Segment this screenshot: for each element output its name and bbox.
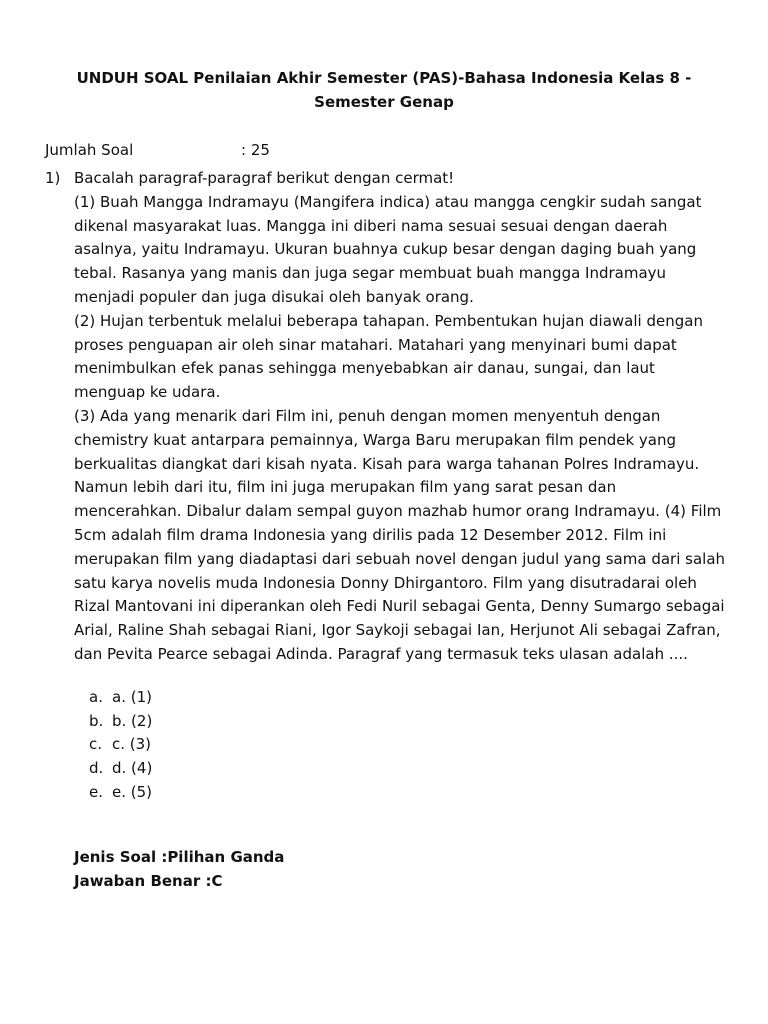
answer-option bbox=[89, 781, 725, 805]
question-body bbox=[74, 167, 725, 667]
question-meta bbox=[74, 846, 284, 893]
option-marker: c. bbox=[89, 735, 103, 754]
answer-option bbox=[89, 710, 725, 734]
answer-option bbox=[89, 733, 725, 757]
question-number: 1) bbox=[45, 169, 61, 187]
answer-option bbox=[89, 686, 725, 710]
answer-option bbox=[89, 757, 725, 781]
option-marker: d. bbox=[89, 759, 104, 778]
question-count-value: : 25 bbox=[241, 141, 270, 159]
question-paragraph-2: (2) Hujan terbentuk melalui beberapa tahapan. Pembentukan hujan diawali dengan proses penguapan air oleh sinar matahari. Matahari yang menyinari bumi dapat menimbulkan efek panas sehingga menyebabkan air danau, sungai, dan laut menguap ke udara. bbox=[74, 311, 703, 402]
question-paragraph-1: (1) Buah Mangga Indramayu (Mangifera indica) atau mangga cengkir sudah sangat dikenal masyarakat luas. Mangga ini diberi nama sesuai sesuai dengan daerah asalnya, yaitu Indramayu. Ukuran buahnya cukup besar dengan daging buah yang tebal. Rasanya yang manis dan juga segar membuat buah mangga Indramayu menjadi populer dan juga disukai oleh banyak orang. bbox=[74, 192, 702, 306]
correct-answer: Jawaban Benar :C bbox=[74, 871, 223, 890]
option-marker: b. bbox=[89, 711, 104, 730]
document-title bbox=[40, 67, 728, 114]
option-marker: e. bbox=[89, 782, 103, 801]
option-text: c. (3) bbox=[112, 735, 152, 754]
question-paragraph-3: (3) Ada yang menarik dari Film ini, penuh dengan momen menyentuh dengan chemistry kuat antarpara pemainnya, Warga Baru merupakan film pendek yang berkualitas diangkat dari kisah nyata. Kisah para warga tahanan Polres Indramayu. Namun lebih dari itu, film ini juga merupakan film yang sarat pesan dan mencerahkan. Dibalur dalam sempal guyon mazhab humor orang Indramayu. (4) Film 5cm adalah film drama Indonesia yang dirilis pada 12 Desember 2012. Film ini merupakan film yang diadaptasi dari sebuah novel dengan judul yang sama dari salah satu karya novelis muda Indonesia Donny Dhirgantoro. Film yang disutradarai oleh Rizal Mantovani ini diperankan oleh Fedi Nuril sebagai Genta, Denny Sumargo sebagai Arial, Raline Shah sebagai Riani, Igor Saykoji sebagai Ian, Herjunot Ali sebagai Zafran, dan Pevita Pearce sebagai Adinda. Paragraf yang termasuk teks ulasan adalah .... bbox=[74, 406, 726, 663]
question-instruction: Bacalah paragraf-paragraf berikut dengan cermat! bbox=[74, 169, 455, 187]
option-text: a. (1) bbox=[112, 687, 152, 706]
question-block bbox=[45, 167, 725, 805]
question-type: Jenis Soal :Pilihan Ganda bbox=[74, 848, 285, 866]
option-marker: a. bbox=[89, 687, 103, 706]
question-count-row bbox=[45, 139, 270, 161]
answer-options bbox=[45, 686, 725, 805]
question-count-label: Jumlah Soal bbox=[45, 141, 134, 159]
title-line-1: UNDUH SOAL Penilaian Akhir Semester (PAS)-Bahasa Indonesia Kelas 8 - bbox=[76, 69, 692, 87]
title-line-2: Semester Genap bbox=[314, 92, 454, 111]
option-text: d. (4) bbox=[112, 759, 153, 778]
option-text: b. (2) bbox=[112, 711, 153, 730]
option-text: e. (5) bbox=[112, 782, 153, 801]
